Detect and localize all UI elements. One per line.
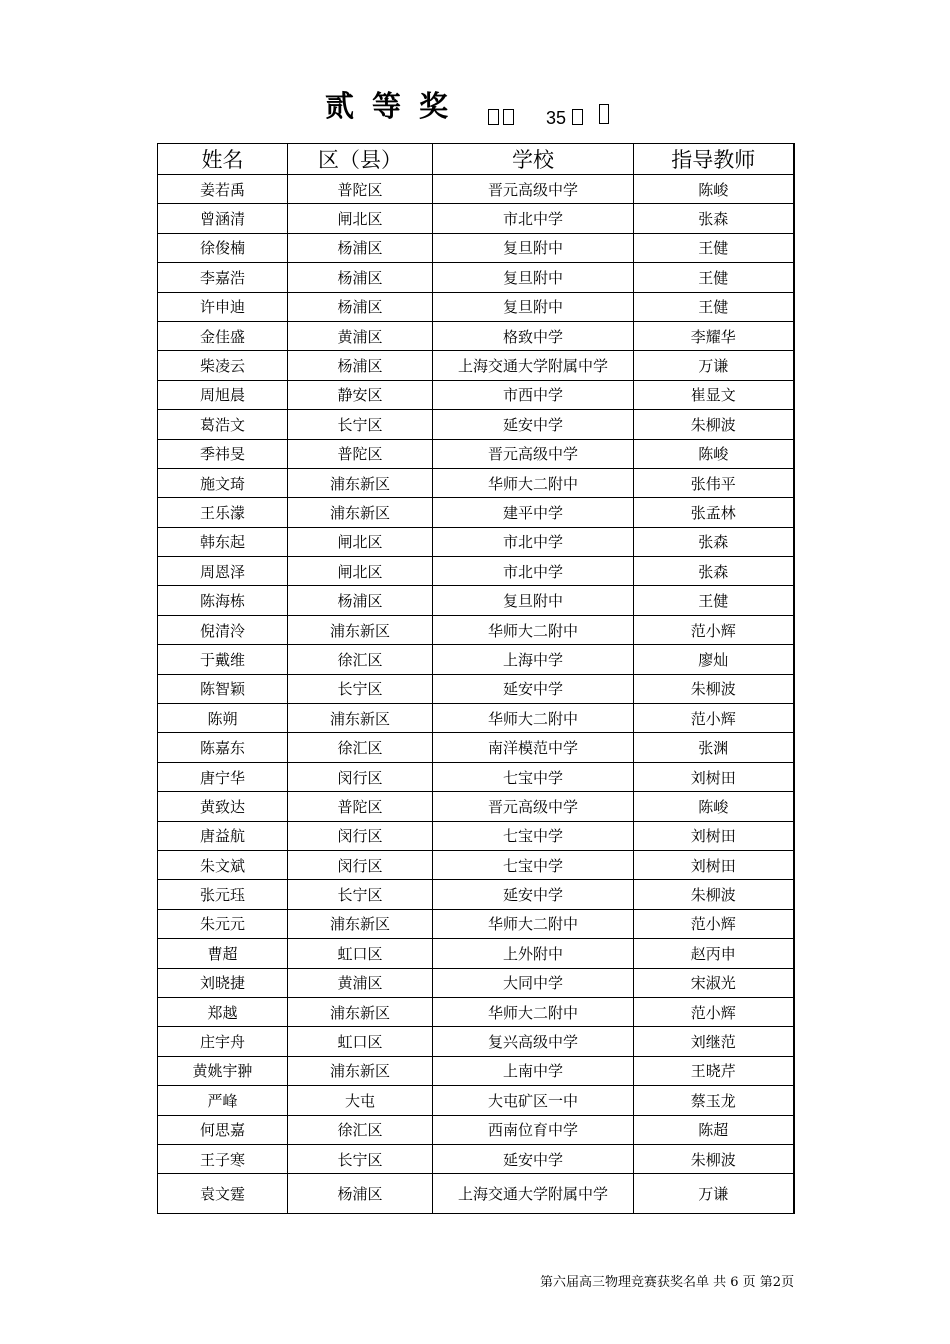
school-cell: 复旦附中 (433, 292, 634, 321)
student-name-cell: 周旭晨 (158, 380, 288, 409)
student-name-cell: 何思嘉 (158, 1115, 288, 1144)
student-name-cell: 周恩泽 (158, 557, 288, 586)
table-row (158, 292, 794, 321)
table-row (158, 1174, 794, 1214)
teacher-cell: 范小辉 (634, 997, 794, 1026)
school-cell: 上海交通大学附属中学 (433, 1174, 634, 1214)
district-cell: 闵行区 (288, 762, 433, 791)
student-name-cell: 郑越 (158, 997, 288, 1026)
teacher-cell: 朱柳波 (634, 410, 794, 439)
teacher-cell: 宋淑光 (634, 968, 794, 997)
table-row (158, 733, 794, 762)
teacher-cell: 王健 (634, 233, 794, 262)
student-name-cell: 陈海栋 (158, 586, 288, 615)
student-name-cell: 徐俊楠 (158, 233, 288, 262)
table-row (158, 380, 794, 409)
student-name-cell: 庄宇舟 (158, 1027, 288, 1056)
district-cell: 浦东新区 (288, 704, 433, 733)
district-cell: 杨浦区 (288, 263, 433, 292)
award-title (325, 84, 645, 134)
district-cell: 大屯 (288, 1086, 433, 1115)
teacher-cell: 廖灿 (634, 645, 794, 674)
award-count (488, 108, 587, 129)
district-cell: 黄浦区 (288, 321, 433, 350)
table-row (158, 557, 794, 586)
teacher-cell: 张森 (634, 557, 794, 586)
table-row (158, 468, 794, 497)
teacher-cell: 李耀华 (634, 321, 794, 350)
district-cell: 杨浦区 (288, 351, 433, 380)
table-row (158, 1056, 794, 1085)
school-cell: 华师大二附中 (433, 997, 634, 1026)
district-cell: 徐汇区 (288, 645, 433, 674)
student-name-cell: 严峰 (158, 1086, 288, 1115)
school-cell: 复旦附中 (433, 586, 634, 615)
school-cell: 华师大二附中 (433, 468, 634, 497)
student-name-cell: 陈朔 (158, 704, 288, 733)
student-name-cell: 曹超 (158, 939, 288, 968)
teacher-cell: 王健 (634, 292, 794, 321)
school-cell: 市北中学 (433, 204, 634, 233)
school-cell: 大屯矿区一中 (433, 1086, 634, 1115)
student-name-cell: 陈智颖 (158, 674, 288, 703)
table-row (158, 762, 794, 791)
teacher-cell: 万谦 (634, 1174, 794, 1214)
table-row (158, 175, 794, 204)
table-row (158, 850, 794, 879)
table-row (158, 615, 794, 644)
teacher-cell: 刘继范 (634, 1027, 794, 1056)
table-row (158, 439, 794, 468)
table-row (158, 704, 794, 733)
teacher-cell: 王健 (634, 586, 794, 615)
school-cell: 延安中学 (433, 674, 634, 703)
table-row (158, 410, 794, 439)
school-cell: 复旦附中 (433, 263, 634, 292)
table-row (158, 909, 794, 938)
student-name-cell: 王乐濛 (158, 498, 288, 527)
school-cell: 市北中学 (433, 527, 634, 556)
student-name-cell: 曾涵清 (158, 204, 288, 233)
district-cell: 浦东新区 (288, 909, 433, 938)
teacher-cell: 陈峻 (634, 792, 794, 821)
district-cell: 黄浦区 (288, 968, 433, 997)
school-cell: 华师大二附中 (433, 615, 634, 644)
teacher-cell: 刘树田 (634, 821, 794, 850)
placeholder-glyph-icon (572, 109, 583, 125)
district-cell: 普陀区 (288, 175, 433, 204)
district-cell: 浦东新区 (288, 615, 433, 644)
teacher-cell: 王健 (634, 263, 794, 292)
table-row (158, 792, 794, 821)
student-name-cell: 葛浩文 (158, 410, 288, 439)
district-cell: 闸北区 (288, 204, 433, 233)
table-row (158, 321, 794, 350)
student-name-cell: 唐宁华 (158, 762, 288, 791)
district-cell: 长宁区 (288, 674, 433, 703)
school-cell: 市北中学 (433, 557, 634, 586)
student-name-cell: 王子寒 (158, 1144, 288, 1173)
school-cell: 延安中学 (433, 1144, 634, 1173)
student-name-cell: 姜若禹 (158, 175, 288, 204)
placeholder-glyph-icon (503, 109, 514, 125)
student-name-cell: 张元珏 (158, 880, 288, 909)
school-cell: 市西中学 (433, 380, 634, 409)
table-row (158, 939, 794, 968)
student-name-cell: 柴凌云 (158, 351, 288, 380)
district-cell: 浦东新区 (288, 997, 433, 1026)
placeholder-glyph-icon (488, 109, 499, 125)
placeholder-glyph-icon (599, 104, 609, 124)
teacher-cell: 崔显文 (634, 380, 794, 409)
teacher-cell: 刘树田 (634, 850, 794, 879)
district-cell: 长宁区 (288, 410, 433, 439)
district-cell: 杨浦区 (288, 233, 433, 262)
district-cell: 闸北区 (288, 557, 433, 586)
table-row (158, 1144, 794, 1173)
teacher-cell: 范小辉 (634, 704, 794, 733)
district-cell: 徐汇区 (288, 733, 433, 762)
school-cell: 南洋模范中学 (433, 733, 634, 762)
school-cell: 晋元高级中学 (433, 439, 634, 468)
student-name-cell: 金佳盛 (158, 321, 288, 350)
school-cell: 延安中学 (433, 880, 634, 909)
student-name-cell: 刘晓捷 (158, 968, 288, 997)
teacher-cell: 朱柳波 (634, 674, 794, 703)
teacher-cell: 范小辉 (634, 909, 794, 938)
school-cell: 建平中学 (433, 498, 634, 527)
district-cell: 普陀区 (288, 792, 433, 821)
award-count-number: 35 (546, 108, 567, 128)
district-cell: 静安区 (288, 380, 433, 409)
student-name-cell: 袁文霆 (158, 1174, 288, 1214)
school-cell: 大同中学 (433, 968, 634, 997)
table-row (158, 263, 794, 292)
school-cell: 华师大二附中 (433, 704, 634, 733)
district-cell: 虹口区 (288, 939, 433, 968)
student-name-cell: 黄姚宇翀 (158, 1056, 288, 1085)
header-district: 区（县） (288, 144, 433, 175)
page-footer: 第六届高三物理竞赛获奖名单 共 6 页 第2页 (540, 1275, 795, 1290)
teacher-cell: 刘树田 (634, 762, 794, 791)
student-name-cell: 韩东起 (158, 527, 288, 556)
school-cell: 七宝中学 (433, 762, 634, 791)
teacher-cell: 张渊 (634, 733, 794, 762)
student-name-cell: 倪清泠 (158, 615, 288, 644)
district-cell: 浦东新区 (288, 1056, 433, 1085)
school-cell: 复兴高级中学 (433, 1027, 634, 1056)
teacher-cell: 万谦 (634, 351, 794, 380)
header-name: 姓名 (158, 144, 288, 175)
teacher-cell: 王晓芹 (634, 1056, 794, 1085)
table-header-row (158, 144, 794, 175)
table-row (158, 997, 794, 1026)
district-cell: 杨浦区 (288, 586, 433, 615)
table-row (158, 674, 794, 703)
school-cell: 华师大二附中 (433, 909, 634, 938)
table-row (158, 1115, 794, 1144)
teacher-cell: 张孟林 (634, 498, 794, 527)
table-row (158, 1086, 794, 1115)
district-cell: 闵行区 (288, 821, 433, 850)
school-cell: 格致中学 (433, 321, 634, 350)
district-cell: 闵行区 (288, 850, 433, 879)
district-cell: 普陀区 (288, 439, 433, 468)
student-name-cell: 唐益航 (158, 821, 288, 850)
table-row (158, 645, 794, 674)
teacher-cell: 陈峻 (634, 439, 794, 468)
table-row (158, 821, 794, 850)
header-teacher: 指导教师 (634, 144, 794, 175)
school-cell: 上南中学 (433, 1056, 634, 1085)
district-cell: 杨浦区 (288, 292, 433, 321)
teacher-cell: 蔡玉龙 (634, 1086, 794, 1115)
district-cell: 虹口区 (288, 1027, 433, 1056)
teacher-cell: 范小辉 (634, 615, 794, 644)
table-row (158, 880, 794, 909)
student-name-cell: 李嘉浩 (158, 263, 288, 292)
teacher-cell: 陈峻 (634, 175, 794, 204)
teacher-cell: 朱柳波 (634, 880, 794, 909)
school-cell: 上海中学 (433, 645, 634, 674)
student-name-cell: 朱文斌 (158, 850, 288, 879)
table-row (158, 968, 794, 997)
school-cell: 上外附中 (433, 939, 634, 968)
award-level-title: 贰等奖 (325, 89, 467, 123)
district-cell: 长宁区 (288, 880, 433, 909)
student-name-cell: 季祎旻 (158, 439, 288, 468)
school-cell: 晋元高级中学 (433, 175, 634, 204)
student-name-cell: 施文琦 (158, 468, 288, 497)
table-row (158, 233, 794, 262)
student-name-cell: 朱元元 (158, 909, 288, 938)
district-cell: 闸北区 (288, 527, 433, 556)
table-row (158, 204, 794, 233)
award-table (157, 143, 795, 1214)
table-row (158, 527, 794, 556)
teacher-cell: 张森 (634, 527, 794, 556)
table-row (158, 1027, 794, 1056)
student-name-cell: 于戴维 (158, 645, 288, 674)
district-cell: 杨浦区 (288, 1174, 433, 1214)
school-cell: 西南位育中学 (433, 1115, 634, 1144)
school-cell: 晋元高级中学 (433, 792, 634, 821)
table-row (158, 351, 794, 380)
school-cell: 七宝中学 (433, 850, 634, 879)
school-cell: 七宝中学 (433, 821, 634, 850)
student-name-cell: 黄致达 (158, 792, 288, 821)
district-cell: 浦东新区 (288, 468, 433, 497)
school-cell: 延安中学 (433, 410, 634, 439)
table-row (158, 586, 794, 615)
teacher-cell: 张森 (634, 204, 794, 233)
teacher-cell: 朱柳波 (634, 1144, 794, 1173)
table-row (158, 498, 794, 527)
district-cell: 徐汇区 (288, 1115, 433, 1144)
teacher-cell: 赵丙申 (634, 939, 794, 968)
student-name-cell: 许申迪 (158, 292, 288, 321)
teacher-cell: 张伟平 (634, 468, 794, 497)
student-name-cell: 陈嘉东 (158, 733, 288, 762)
header-school: 学校 (433, 144, 634, 175)
district-cell: 浦东新区 (288, 498, 433, 527)
school-cell: 上海交通大学附属中学 (433, 351, 634, 380)
teacher-cell: 陈超 (634, 1115, 794, 1144)
district-cell: 长宁区 (288, 1144, 433, 1173)
school-cell: 复旦附中 (433, 233, 634, 262)
